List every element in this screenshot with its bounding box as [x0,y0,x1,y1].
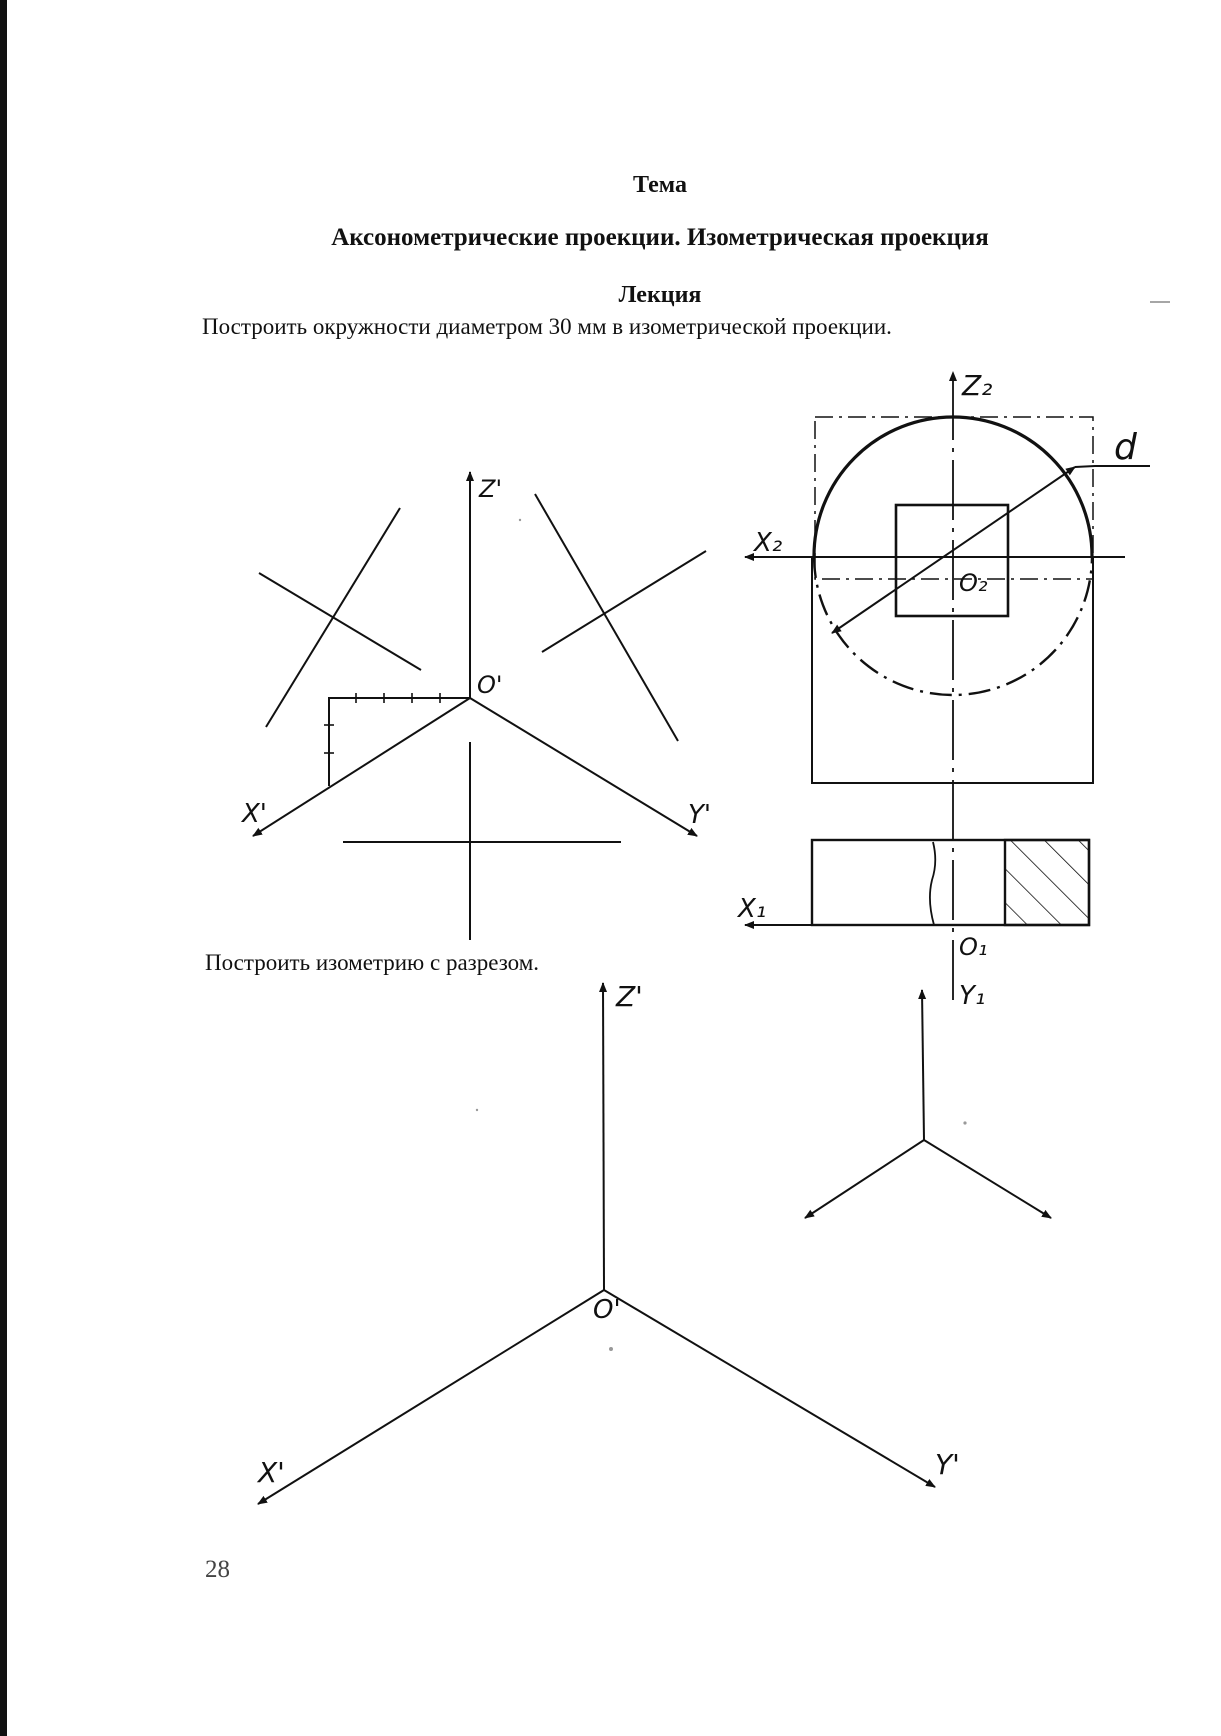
label-o1: O₁ [959,933,988,961]
isometric-axes-small [805,990,1051,1218]
tick-marks [324,693,440,753]
axis-y-top [470,698,697,836]
label-origin-top: O' [477,671,503,699]
guide-line [542,551,706,652]
task-section-text: Построить изометрию с разрезом. [205,950,540,975]
label-x-top: X' [242,799,267,829]
guide-line [259,573,421,670]
guide-line [535,494,678,741]
diameter-leader [1075,466,1150,467]
label-diameter: d [1114,427,1137,468]
axis-x-small [805,1140,924,1218]
axis-z-bottom [603,983,604,1290]
task-circles-text: Построить окружности диаметром 30 мм в изометрической проекции. [202,314,892,339]
label-origin-bottom: O' [593,1295,621,1325]
label-x2: X₂ [754,528,783,558]
construction-frame [815,417,1093,579]
label-y1: Y₁ [959,981,986,1011]
label-x-bottom: X' [258,1456,285,1489]
section-hatch [1005,840,1089,925]
label-z-bottom: Z' [616,980,643,1013]
isometric-axes-top [253,472,706,940]
break-line [930,842,935,925]
axis-labels [240,369,1138,1489]
scan-marks [476,302,1170,1351]
isometric-axes-bottom [258,983,935,1504]
label-y-bottom: Y' [935,1448,960,1481]
lecture-heading: Лекция [618,282,702,308]
axis-x-top [253,698,470,836]
label-x1: X₁ [738,894,767,924]
axis-z-small [922,990,924,1140]
axis-y-bottom [604,1290,935,1487]
topic-heading: Тема [633,172,687,198]
label-y-top: Y' [688,800,712,830]
axis-y-small [924,1140,1051,1218]
label-o2: O₂ [959,569,988,597]
label-z-top: Z' [479,475,503,503]
page-title: Аксонометрические проекции. Изометрическая проекция [331,224,989,251]
axis-x-bottom [258,1290,604,1504]
inner-square [896,505,1008,616]
page-number: 28 [205,1556,230,1583]
label-z2: Z₂ [962,369,993,402]
orthographic-views [745,372,1150,1000]
